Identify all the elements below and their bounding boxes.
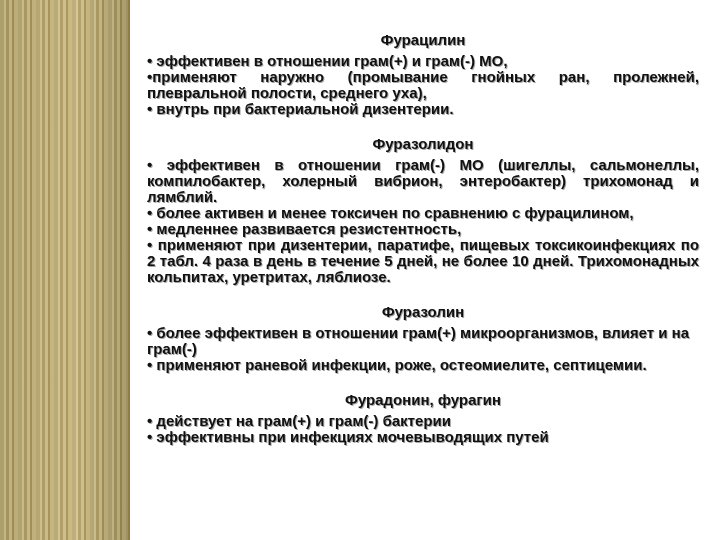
furazolin-point-2: • применяют раневой инфекции, роже, остеомиелите, септицемии. (147, 357, 647, 374)
furadonin-point-1: • действует на грам(+) и грам(-) бактерии (147, 413, 451, 430)
furacilin-point-1: • эффективен в отношении грам(+) и грам(-) МО, (147, 53, 508, 70)
section-title-furacilin: Фурацилин (380, 32, 466, 49)
furacilin-point-3: • внутрь при бактериальной дизентерии. (147, 101, 454, 118)
section-title-furazolin: Фуразолин (381, 304, 465, 321)
furadonin-point-2: • эффективны при инфекциях мочевыводящих путей (147, 429, 549, 446)
furacilin-point-2: •применяют наружно (промывание гнойных ран, пролежней, плевральной полости, среднего уха), (147, 69, 699, 102)
furazolidone-point-3: • медленнее развивается резистентность, (147, 221, 462, 238)
section-title-furazolidone: Фуразолидон (372, 136, 474, 153)
furazolidone-point-4: • применяют при дизентерии, паратифе, пищевых токсикоинфекциях по 2 табл. 4 раза в день в течение 5 дней, не более 10 дней. Трихомонадных кольпитах, уретритах, ляблиозе. (147, 237, 699, 286)
furazolin-point-1: • более эффективен в отношении грам(+) микроорганизмов, влияет и на грам(-) (147, 325, 690, 358)
furazolidone-point-1: • эффективен в отношении грам(-) МО (шигеллы, сальмонеллы, компилобактер, холерный вибрион, энтеробактер) трихомонад и лямблий. (147, 157, 699, 206)
section-title-furadonin: Фурадонин, фурагин (345, 392, 501, 409)
decorative-stripe-border (0, 0, 130, 540)
furazolidone-point-2: • более активен и менее токсичен по сравнению с фурацилином, (147, 205, 634, 222)
slide-content (147, 32, 699, 446)
